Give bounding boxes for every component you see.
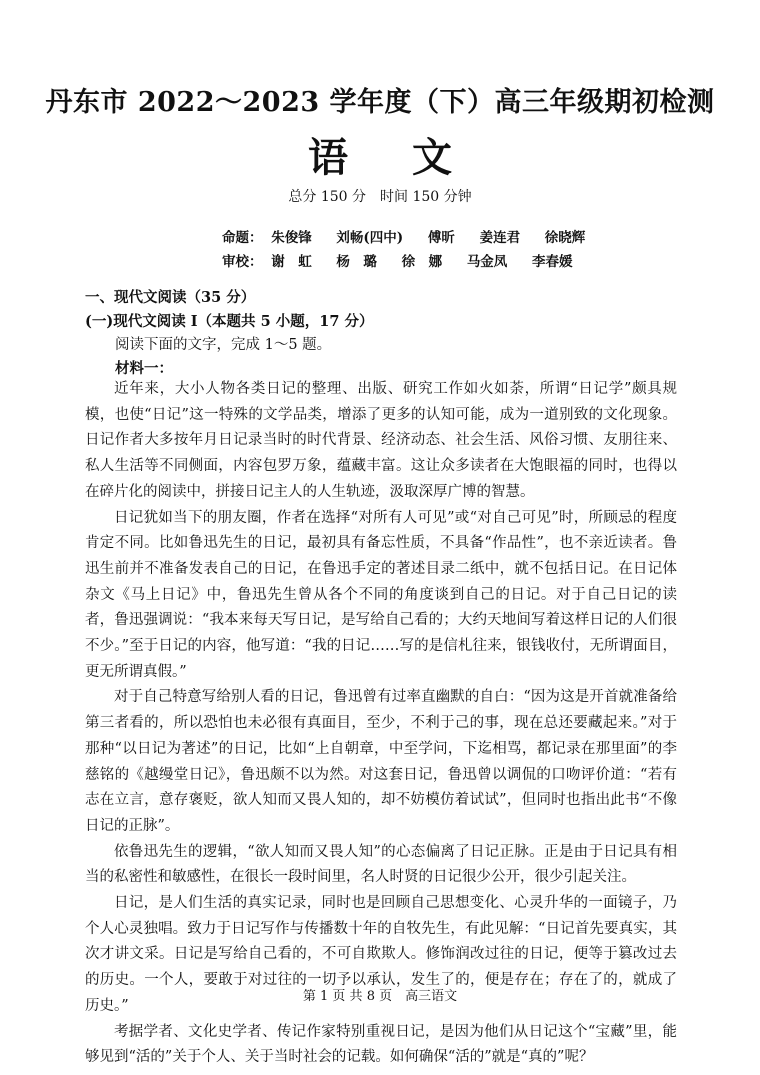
reviewer-name: 马金凤 xyxy=(466,254,508,270)
subject-char-1: 语 xyxy=(308,134,348,181)
reviewer-name: 徐 娜 xyxy=(401,254,443,270)
passage-paragraph: 依鲁迅先生的逻辑，“欲人知而又畏人知”的心态偏离了日记正脉。正是由于日记具有相当的私密性和敏感性，在很长一段时间里，名人时贤的日记很少公开，很少引起关注。 xyxy=(85,843,677,886)
author-name: 傅昕 xyxy=(427,230,455,246)
authors-label: 命题： xyxy=(222,230,263,246)
author-name: 朱俊锋 xyxy=(271,230,312,246)
passage-paragraph: 近年来，大小人物各类日记的整理、出版、研究工作如火如荼，所谓“日记学”颇具规模，也使“日记”这一特殊的文学品类，增添了更多的认知可能，成为一道别致的文化现象。日记作者大多按年月日记录当时的时代背景、经济动态、社会生活、风俗习惯、友朋往来、私人生活等不同侧面，内容包罗万象，蕴藏丰富。这让众多读者在大饱眼福的同时，也得以在碎片化的阅读中，拼接日记主人的人生轨迹，汲取深厚广博的智慧。 xyxy=(85,381,677,500)
section-title: 一、现代文阅读（35 分） xyxy=(85,289,256,306)
reviewer-name: 谢 虹 xyxy=(271,254,312,270)
subject-char-2: 文 xyxy=(412,134,452,181)
author-name: 徐晓辉 xyxy=(544,230,586,246)
reviewers-line xyxy=(222,250,593,270)
material-label: 材料一： xyxy=(115,360,173,377)
subject-title xyxy=(0,126,760,183)
passage-body xyxy=(85,377,677,1071)
author-name: 姜连君 xyxy=(479,230,521,246)
reviewers-label: 审校： xyxy=(222,254,263,270)
authors-line xyxy=(222,226,605,246)
reviewer-name: 杨 璐 xyxy=(336,254,377,270)
exam-title: 丹东市 2022～2023 学年度（下）高三年级期初检测 xyxy=(45,87,715,118)
instruction-text: 阅读下面的文字，完成 1～5 题。 xyxy=(115,337,332,353)
author-name: 刘畅(四中) xyxy=(336,230,404,246)
score-time-info: 总分 150 分 时间 150 分钟 xyxy=(288,189,472,205)
passage-paragraph: 考据学者、文化史学者、传记作家特别重视日记，是因为他们从日记这个“宝藏”里，能够见到“活的”关于个人、关于当时社会的记载。如何确保“活的”就是“真的”呢？ xyxy=(85,1023,677,1066)
passage-paragraph: 日记犹如当下的朋友圈，作者在选择“对所有人可见”或“对自己可见”时，所顾忌的程度肯定不同。比如鲁迅先生的日记，最初具有备忘性质，不具备“作品性”，也不亲近读者。鲁迅生前并不准备发表自己的日记，在鲁迅手定的著述目录二纸中，就不包括日记。在日记体杂文《马上日记》中，鲁迅先生曾从各个不同的角度谈到自己的日记。对于自己日记的读者，鲁迅强调说：“我本来每天写日记，是写给自己看的；大约天地间写着这样日记的人们很不少。”至于日记的内容，他写道：“我的日记……写的是信札往来，银钱收付，无所谓面目，更无所谓真假。” xyxy=(85,509,677,680)
page-footer: 第 1 页 共 8 页 高三语文 xyxy=(302,989,458,1004)
passage-paragraph: 对于自己特意写给别人看的日记，鲁迅曾有过率直幽默的自白：“因为这是开首就准备给第三者看的，所以恐怕也未必很有真面目，至少，不利于己的事，现在总还要藏起来。”对于那种“以日记为著述”的日记，比如“上自朝章，中至学问，下迄相骂，都记录在那里面”的李慈铭的《越缦堂日记》，鲁迅颇不以为然。对这套日记，鲁迅曾以调侃的口吻评价道：“若有志在立言，意存褒贬，欲人知而又畏人知的，却不妨模仿着试试”，但同时也指出此书“不像日记的正脉”。 xyxy=(85,689,677,834)
passage-paragraph: 日记，是人们生活的真实记录，同时也是回顾自己思想变化、心灵升华的一面镜子，乃个人心灵独唱。致力于日记写作与传播数十年的自牧先生，有此见解：“日记首先要真实，其次才讲文采。日记是写给自己看的，不可自欺欺人。修饰润改过往的日记，便等于篡改过去的历史。一个人，要敢于对过往的一切予以承认，发生了的，便是存在；存在了的，就成了历史。” xyxy=(85,895,677,1014)
reviewer-name: 李春媛 xyxy=(532,254,573,270)
subsection-title: (一)现代文阅读 I（本题共 5 小题，17 分） xyxy=(85,313,374,330)
